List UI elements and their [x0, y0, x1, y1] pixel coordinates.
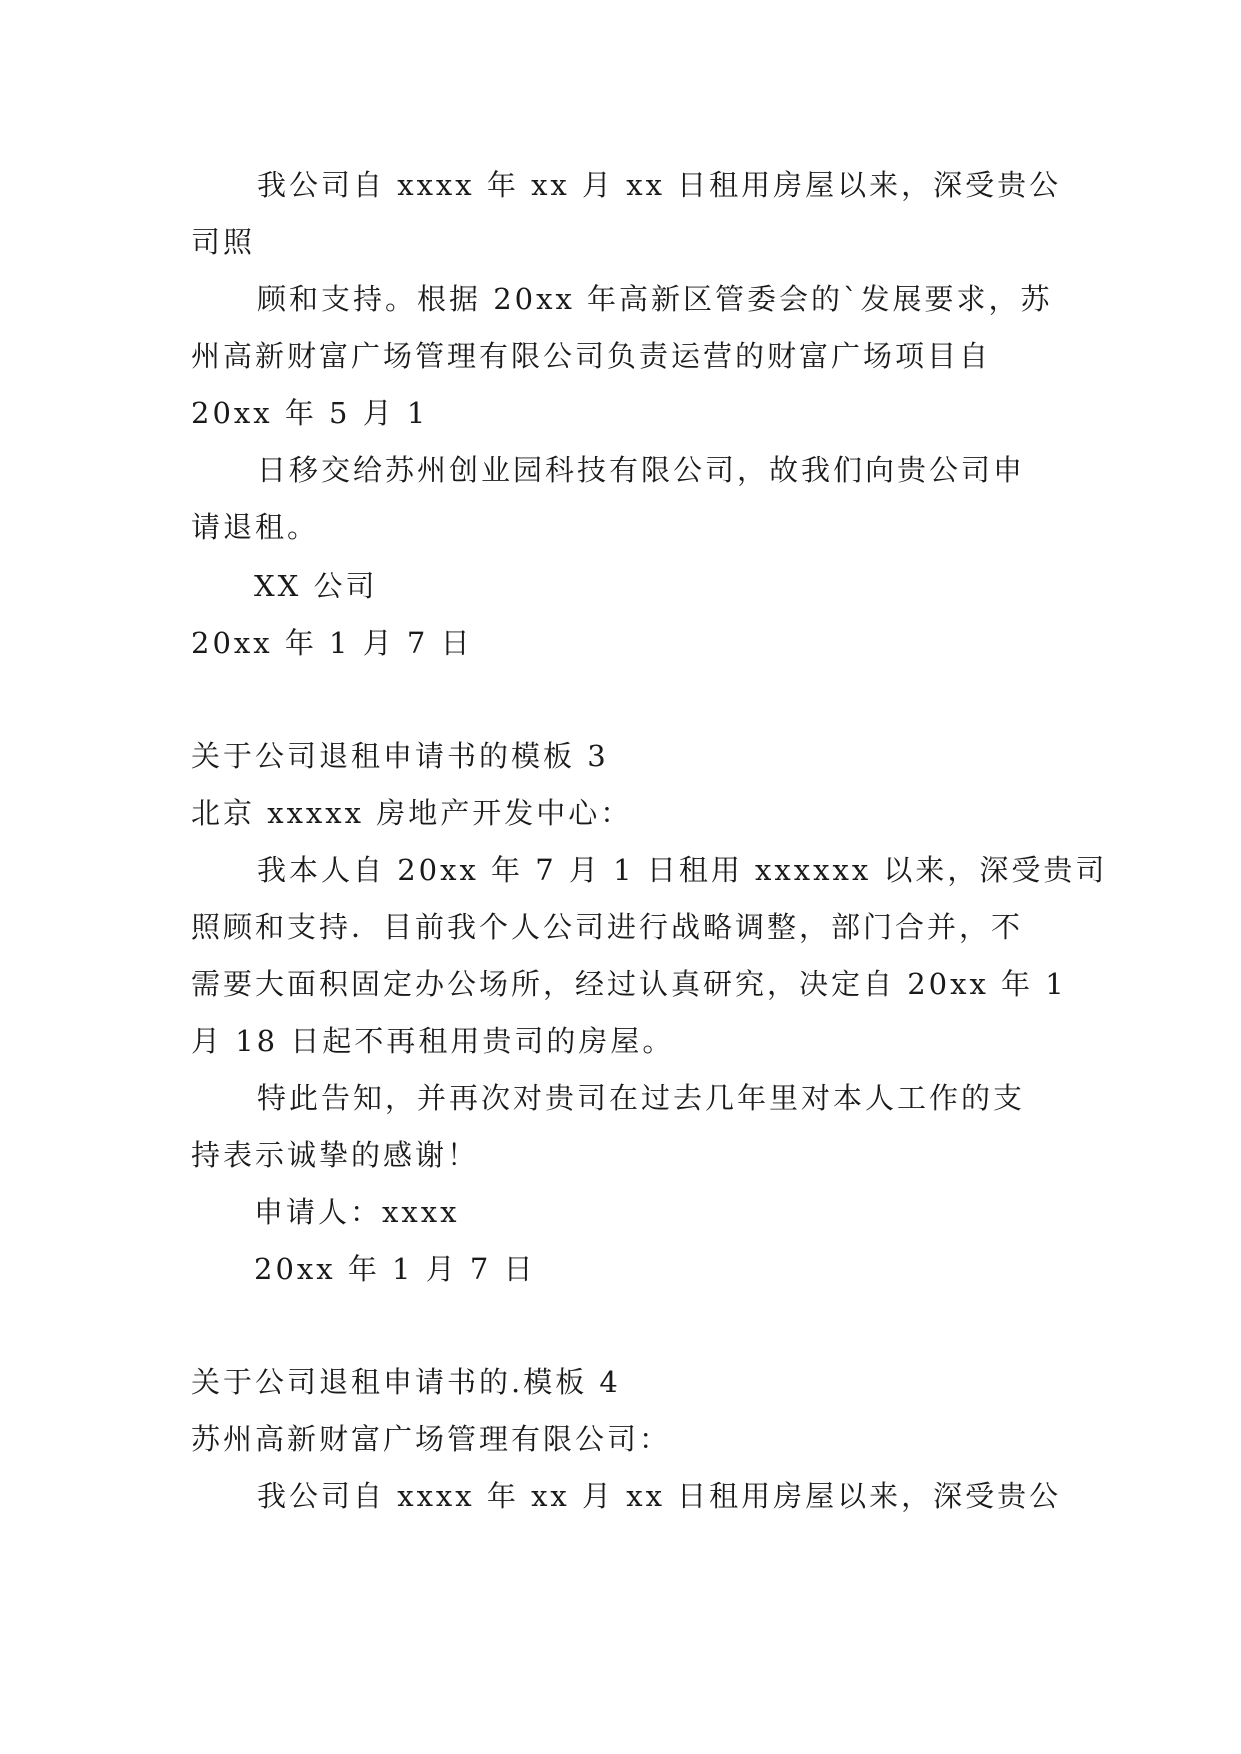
s3-para1-line4: 月 18 日起不再租用贵司的房屋。	[191, 1024, 675, 1058]
s2-para1-line1: 我公司自 xxxx 年 xx 月 xx 日租用房屋以来，深受贵公	[257, 168, 1062, 202]
s3-addressee: 北京 xxxxx 房地产开发中心：	[191, 796, 633, 830]
s4-title: 关于公司退租申请书的.模板 4	[191, 1365, 621, 1399]
s3-applicant: 申请人：xxxx	[254, 1195, 460, 1229]
s4-addressee: 苏州高新财富广场管理有限公司：	[191, 1422, 672, 1456]
s3-para1-line1: 我本人自 20xx 年 7 月 1 日租用 xxxxxx 以来，深受贵司	[257, 853, 1108, 887]
s2-para1-line2: 司照	[191, 225, 256, 259]
s3-para2-line2: 持表示诚挚的感谢！	[191, 1138, 480, 1172]
s2-para2-line3: 20xx 年 5 月 1	[191, 396, 429, 430]
s3-para2-line1: 特此告知，并再次对贵司在过去几年里对本人工作的支	[257, 1081, 1026, 1115]
s2-date: 20xx 年 1 月 7 日	[191, 626, 473, 660]
s3-date: 20xx 年 1 月 7 日	[254, 1252, 536, 1286]
s2-para3-line2: 请退租。	[191, 510, 320, 544]
s3-para1-line3: 需要大面积固定办公场所，经过认真研究，决定自 20xx 年 1	[191, 967, 1067, 1001]
s3-title: 关于公司退租申请书的模板 3	[191, 739, 609, 773]
s2-para2-line1: 顾和支持。根据 20xx 年高新区管委会的`发展要求，苏	[257, 282, 1053, 316]
s2-para3-line1: 日移交给苏州创业园科技有限公司，故我们向贵公司申	[257, 453, 1026, 487]
s4-para1-line1: 我公司自 xxxx 年 xx 月 xx 日租用房屋以来，深受贵公	[257, 1479, 1062, 1513]
s2-para2-line2: 州高新财富广场管理有限公司负责运营的财富广场项目自	[191, 339, 992, 373]
s3-para1-line2: 照顾和支持．目前我个人公司进行战略调整，部门合并，不	[191, 910, 1024, 944]
s2-signer: XX 公司	[254, 569, 378, 603]
